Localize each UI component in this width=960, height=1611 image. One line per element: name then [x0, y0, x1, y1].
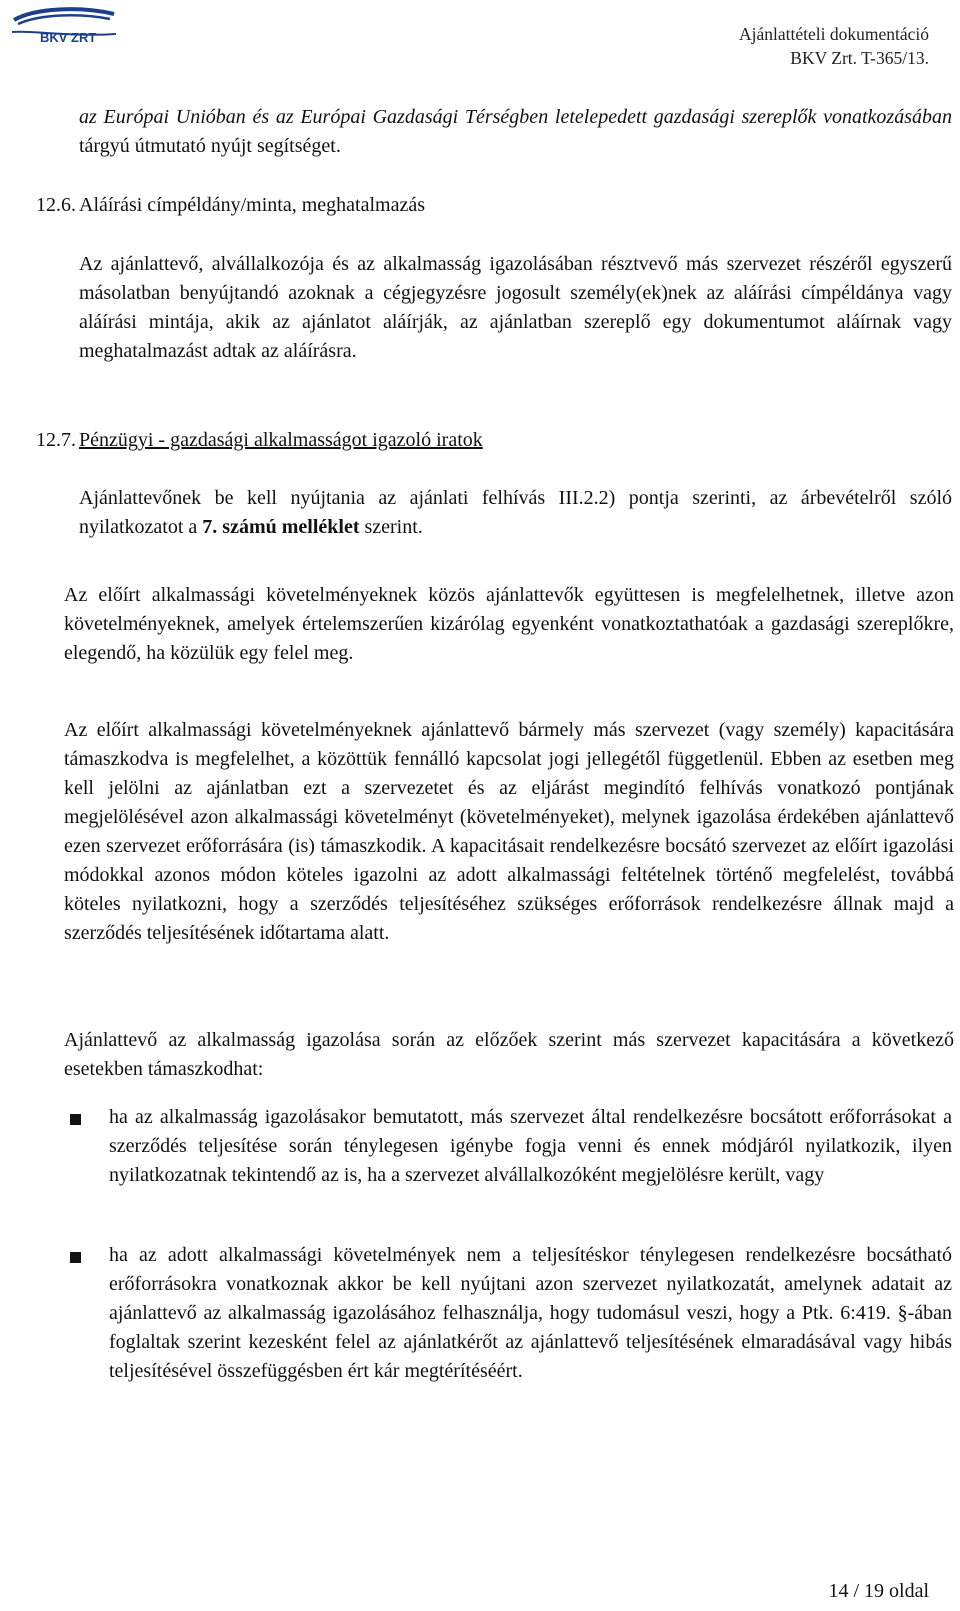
bkv-logo [10, 4, 118, 44]
intro-italic-text: az Európai Unióban és az Európai Gazdasági Térségben letelepedett gazdasági szereplők vonatkozásában [79, 106, 952, 128]
section-number-12-7: 12.7. [36, 429, 76, 451]
section-12-6-paragraph: Az ajánlattevő, alvállalkozója és az alkalmasság igazolásában résztvevő más szervezet részéről egyszerű másolatban benyújtandó azoknak a cégjegyzésre jogosult személy(ek)nek az aláírási címpéldánya vagy aláírási mintája, akik az ajánlatot aláírják, az ajánlatban szereplő egy dokumentumot aláírnak vagy meghatalmazást adtak az aláírásra. [79, 253, 952, 362]
intro-paragraph [79, 103, 952, 161]
square-bullet-icon [70, 1114, 81, 1125]
section-number-12-6: 12.6. [36, 194, 76, 216]
doc-reference: BKV Zrt. T-365/13. [790, 48, 929, 68]
document-header [739, 22, 929, 70]
section-title-12-7: Pénzügyi - gazdasági alkalmasságot igazoló iratok [79, 429, 483, 451]
annex-reference: 7. számú melléklet [202, 516, 360, 538]
logo-text: BKV ZRT [40, 30, 97, 44]
bullet-item-2: ha az adott alkalmassági követelmények nem a teljesítéskor ténylegesen rendelkezésre bocsátható erőforrásokra vonatkoznak akkor be kell nyújtani azon szervezet nyilatkozatát, amelynek adatait az ajánlattevő az alkalmasság igazolásához felhasználja, hogy tudomásul veszi, hogy a Ptk. 6:419. §-ában foglaltak szerint kezesként felel az ajánlatkérőt az ajánlattevő teljesítésének elmaradásával vagy hibás teljesítésével összefüggésben ért kár megtérítéséért. [109, 1244, 952, 1382]
section-12-7-paragraph [79, 484, 952, 542]
square-bullet-icon [70, 1252, 81, 1263]
doc-title: Ajánlattételi dokumentáció [738, 24, 929, 44]
paragraph-joint-bidders: Az előírt alkalmassági követelményeknek közös ajánlattevők együttesen is megfelelhetnek, illetve azon követelményeknek, amelyek értelemszerűen kizárólag egyenként vonatkoztathatóak a gazdasági szereplőkre, elegendő, ha közülük egy felel meg. [64, 584, 954, 664]
bullet-item-1: ha az alkalmasság igazolásakor bemutatott, más szervezet által rendelkezésre bocsátott erőforrásokat a szerződés teljesítése során ténylegesen igénybe fogja venni és ennek módjáról nyilatkozik, ilyen nyilatkozatnak tekintendő az is, ha a szervezet alvállalkozóként megjelölésre került, vagy [109, 1106, 952, 1186]
intro-normal-text: tárgyú útmutató nyújt segítséget. [79, 135, 341, 157]
paragraph-capacity: Az előírt alkalmassági követelményeknek ajánlattevő bármely más szervezet (vagy személy) kapacitására támaszkodva is megfelelhet, a közöttük fennálló kapcsolat jogi jellegétől függetlenül. Ebben az esetben meg kell jelölni az ajánlatban ezt a szervezetet és az eljárást megindító felhívás vonatkozó pontjának megjelölésével azon alkalmassági követelményt (követelményeket), melynek igazolása érdekében ajánlattevő ezen szervezet erőforrására (is) támaszkodik. A kapacitásait rendelkezésre bocsátó szervezet az előírt igazolási módokkal azonos módon köteles igazolni az adott alkalmassági feltételnek történő megfelelést, továbbá köteles nyilatkozni, hogy a szerződés teljesítéséhez szükséges erőforrások rendelkezésre állnak majd a szerződés teljesítésének időtartama alatt. [64, 719, 954, 944]
p1-text-a: Ajánlattevőnek be kell nyújtania az ajánlati felhívás III.2.2) pontja szerinti, az árbevételről szóló nyilatkozatot a [79, 487, 952, 538]
p1-text-b: szerint. [359, 516, 423, 538]
page-number: 14 / 19 oldal [828, 1580, 929, 1602]
section-title-12-6: Aláírási címpéldány/minta, meghatalmazás [79, 194, 425, 216]
paragraph-cases-intro: Ajánlattevő az alkalmasság igazolása során az előzőek szerint más szervezet kapacitására a következő esetekben támaszkodhat: [64, 1029, 954, 1080]
